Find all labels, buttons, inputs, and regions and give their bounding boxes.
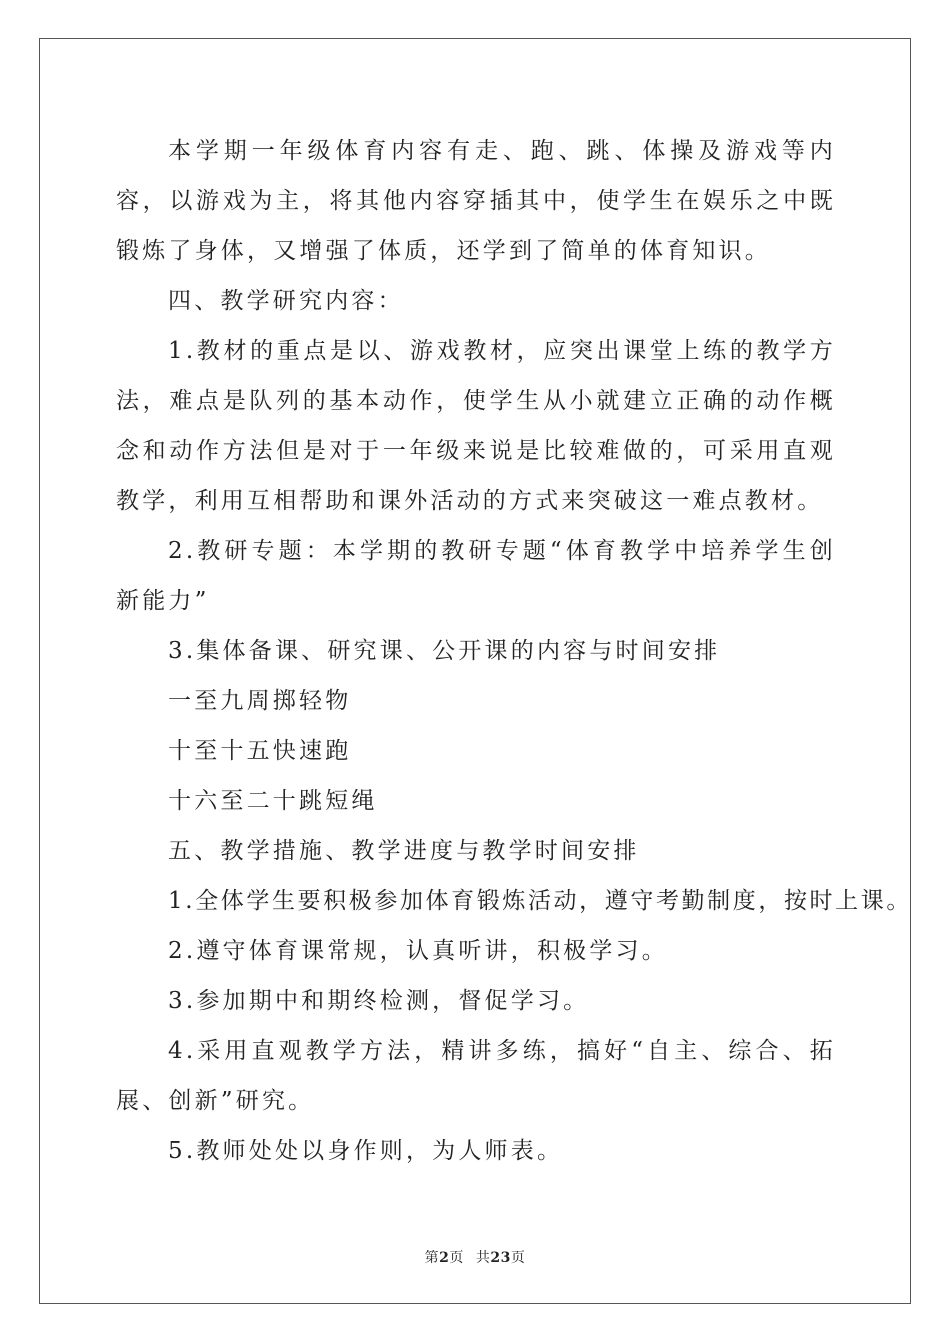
page-suffix: 页 <box>449 1250 464 1266</box>
page-number: 2 <box>439 1250 450 1266</box>
schedule-item-weeks-1-9: 一至九周掷轻物 <box>168 688 352 714</box>
heading-teaching-measures: 五、教学措施、教学进度与教学时间安排 <box>168 838 640 864</box>
paragraph-research-topic: 2.教研专题：本学期的教研专题“体育教学中培养学生创新能力” <box>116 538 836 614</box>
schedule-item-weeks-16-20: 十六至二十跳短绳 <box>168 788 378 814</box>
heading-research-content: 四、教学研究内容： <box>168 288 404 314</box>
page-prefix: 第 <box>424 1250 440 1266</box>
measure-item-2: 2.遵守体育课常规，认真听讲，积极学习。 <box>168 938 668 964</box>
total-suffix: 页 <box>510 1250 526 1266</box>
document-body <box>116 126 912 1176</box>
paragraph-schedule-intro: 3.集体备课、研究课、公开课的内容与时间安排 <box>168 638 721 664</box>
total-pages: 23 <box>490 1250 511 1266</box>
total-prefix: 共 <box>475 1250 491 1266</box>
measure-item-5: 5.教师处处以身作则，为人师表。 <box>168 1138 564 1164</box>
measure-item-1: 1.全体学生要积极参加体育锻炼活动，遵守考勤制度，按时上课。 <box>168 888 912 914</box>
measure-item-3: 3.参加期中和期终检测，督促学习。 <box>168 988 590 1014</box>
paragraph-pe-content-intro: 本学期一年级体育内容有走、跑、跳、体操及游戏等内容，以游戏为主，将其他内容穿插其中，使学生在娱乐之中既锻炼了身体，又增强了体质，还学到了简单的体育知识。 <box>116 138 836 264</box>
page-footer <box>0 1247 950 1267</box>
schedule-item-weeks-10-15: 十至十五快速跑 <box>168 738 352 764</box>
paragraph-key-points: 1.教材的重点是以、游戏教材，应突出课堂上练的教学方法，难点是队列的基本动作，使学生从小就建立正确的动作概念和动作方法但是对于一年级来说是比较难做的，可采用直观教学，利用互相帮助和课外活动的方式来突破这一难点教材。 <box>116 338 836 514</box>
measure-item-4: 4.采用直观教学方法，精讲多练，搞好“自主、综合、拓展、创新”研究。 <box>116 1038 836 1114</box>
